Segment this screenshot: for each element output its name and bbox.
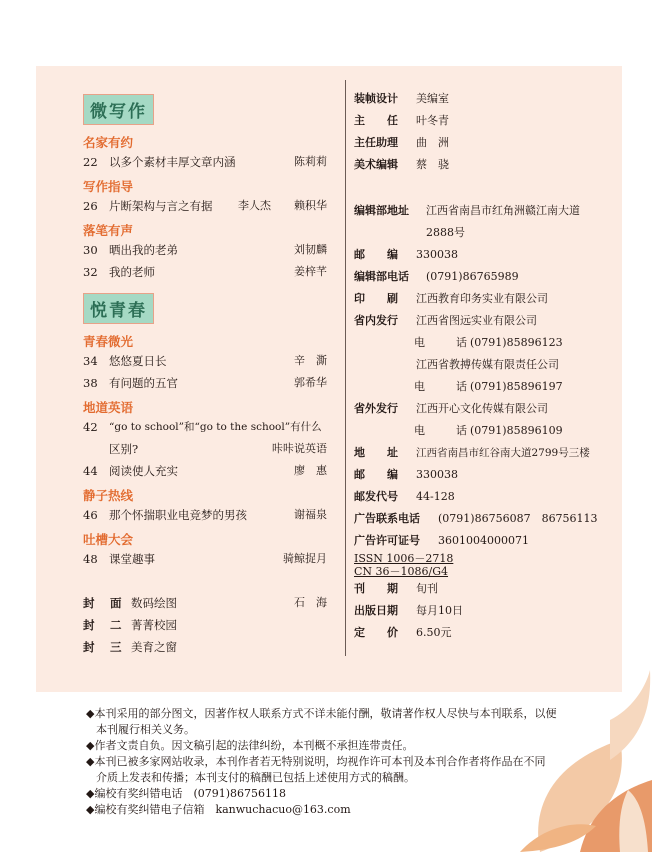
masthead-value: 6.50元	[416, 626, 452, 639]
cover-entry-front[interactable]	[83, 592, 327, 614]
author-name: 赖积华	[294, 199, 327, 212]
masthead-value: 江西省南昌市红角洲赣江南大道	[426, 204, 580, 217]
masthead-row	[354, 310, 612, 332]
page-number: 30	[83, 243, 98, 257]
toc-entry[interactable]	[83, 548, 327, 570]
toc-entry[interactable]	[83, 416, 327, 460]
masthead-value: 旬刊	[416, 582, 438, 595]
cn-number: CN 36－1086/G4	[354, 565, 449, 578]
cover-entry-inside-back[interactable]	[83, 636, 327, 658]
masthead-row	[354, 132, 612, 154]
masthead-label: 广告许可证号	[354, 534, 420, 547]
masthead-label: 省外发行	[354, 402, 398, 415]
masthead-row	[354, 200, 612, 222]
notice-line: ◆作者文责自负。因文稿引起的法律纠纷，本刊概不承担连带责任。	[86, 739, 414, 752]
column-heading: 名家有约	[83, 135, 134, 150]
masthead-label: 美术编辑	[354, 158, 398, 171]
masthead-row	[354, 266, 612, 288]
article-title: 以多个素材丰厚文章内涵	[109, 155, 236, 169]
author-name: 郭希华	[294, 376, 327, 389]
toc-entry[interactable]	[83, 195, 327, 217]
section-title-micro-writing: 微写作	[83, 94, 154, 125]
masthead-label: 编辑部地址	[354, 204, 409, 217]
notice-line: 本刊履行相关义务。	[96, 723, 195, 736]
masthead-value: 叶冬青	[416, 114, 449, 127]
phone-label: 电 话	[414, 336, 477, 349]
masthead-label: 出版日期	[354, 604, 398, 617]
masthead-label: 编辑部电话	[354, 270, 409, 283]
toc-entry[interactable]	[83, 239, 327, 261]
page-number: 44	[83, 464, 98, 478]
masthead-row	[354, 88, 612, 110]
article-title: 有问题的五官	[109, 376, 178, 390]
cover-title: 数码绘图	[131, 596, 177, 610]
masthead-value: 江西教育印务实业有限公司	[416, 292, 548, 305]
toc-entry[interactable]	[83, 372, 327, 394]
column-heading: 地道英语	[83, 400, 134, 415]
toc-entry[interactable]	[83, 460, 327, 482]
author-name: 刘韧麟	[294, 243, 327, 256]
notice-line: ◆编校有奖纠错电话 (0791)86756118	[86, 787, 287, 800]
column-heading: 落笔有声	[83, 223, 134, 238]
phone-label: 电 话	[414, 380, 477, 393]
cover-author: 石 海	[294, 596, 327, 609]
masthead-row	[354, 288, 612, 310]
column-heading: 吐槽大会	[83, 532, 134, 547]
masthead-value: 江西省南昌市红谷南大道2799号三楼	[416, 447, 590, 459]
author-name: 李人杰	[238, 199, 271, 212]
author-name: 咔咔说英语	[272, 442, 327, 455]
article-title-continued: 区别?	[109, 442, 139, 456]
column-heading: 静子热线	[83, 488, 134, 503]
masthead-label: 主 任	[354, 114, 398, 127]
masthead-row	[354, 622, 612, 644]
page-number: 22	[83, 155, 98, 169]
masthead-value: (0791)86765989	[426, 270, 519, 283]
masthead-value: 44-128	[416, 490, 455, 503]
masthead-right-column	[354, 88, 612, 644]
author-name: 陈莉莉	[294, 155, 327, 168]
cover-label: 封 二	[83, 618, 124, 632]
masthead-row	[354, 486, 612, 508]
masthead-row	[354, 154, 612, 176]
masthead-label: 印 刷	[354, 292, 398, 305]
page-number: 42	[83, 420, 98, 434]
toc-entry[interactable]	[83, 261, 327, 283]
author-name: 姜梓芊	[294, 265, 327, 278]
page-number: 26	[83, 199, 98, 213]
cover-label: 封 三	[83, 640, 124, 654]
phone-label: 电 话	[414, 424, 477, 437]
article-title: 片断架构与言之有据	[109, 199, 213, 213]
masthead-label: 刊 期	[354, 582, 398, 595]
page-number: 46	[83, 508, 98, 522]
article-title: 阅读使人充实	[109, 464, 178, 478]
masthead-label: 装帧设计	[354, 92, 398, 105]
masthead-label: 邮 编	[354, 248, 398, 261]
masthead-row	[354, 442, 612, 464]
cover-label: 封 面	[83, 596, 124, 610]
masthead-label: 定 价	[354, 626, 398, 639]
masthead-row	[354, 398, 612, 420]
masthead-value: 每月10日	[416, 604, 463, 617]
toc-entry[interactable]	[83, 350, 327, 372]
article-title: 悠悠夏日长	[109, 354, 167, 368]
notice-line: ◆编校有奖纠错电子信箱 kanwuchacuo@163.com	[86, 803, 351, 816]
page-number: 38	[83, 376, 98, 390]
masthead-value: 江西省教搏传媒有限责任公司	[416, 358, 559, 371]
masthead-row	[354, 110, 612, 132]
column-heading: 写作指导	[83, 179, 134, 194]
issn-block	[354, 552, 612, 578]
section-title-youth: 悦青春	[83, 293, 154, 324]
masthead-value: 2888号	[426, 226, 465, 239]
notice-line: 介质上发表和传播；本刊支付的稿酬已包括上述使用方式的稿酬。	[96, 771, 415, 784]
masthead-row	[354, 420, 612, 442]
masthead-row	[354, 600, 612, 622]
author-name: 廖 惠	[294, 464, 327, 477]
notice-block	[86, 706, 606, 818]
masthead-value: 330038	[416, 468, 458, 481]
phone-value: (0791)85896109	[470, 424, 563, 437]
masthead-label: 广告联系电话	[354, 512, 420, 525]
masthead-value: (0791)86756087 86756113	[438, 512, 598, 525]
masthead-value: 江西开心文化传媒有限公司	[416, 402, 548, 415]
article-title: 课堂趣事	[109, 552, 155, 566]
issn-number: ISSN 1006－2718	[354, 552, 454, 565]
cover-title: 菁菁校园	[131, 618, 177, 632]
column-heading: 青春微光	[83, 334, 134, 349]
phone-value: (0791)85896197	[470, 380, 563, 393]
masthead-row	[354, 332, 612, 354]
phone-value: (0791)85896123	[470, 336, 563, 349]
masthead-label: 省内发行	[354, 314, 398, 327]
cover-entry-inside-front[interactable]	[83, 614, 327, 636]
masthead-row	[354, 222, 612, 244]
author-name: 骑鲸捉月	[283, 552, 327, 565]
masthead-row	[354, 244, 612, 266]
masthead-row	[354, 464, 612, 486]
column-divider	[345, 80, 346, 656]
masthead-value: 江西省图远实业有限公司	[416, 314, 537, 327]
toc-entry[interactable]	[83, 151, 327, 173]
author-name: 辛 澌	[294, 354, 327, 367]
article-title: “go to school”和“go to the school”有什么	[109, 421, 322, 433]
masthead-label: 地 址	[354, 446, 398, 459]
masthead-label: 邮 编	[354, 468, 398, 481]
article-title: 那个怀揣职业电竞梦的男孩	[109, 508, 247, 522]
toc-entry[interactable]	[83, 504, 327, 526]
author-name: 谢福泉	[294, 508, 327, 521]
page-number: 48	[83, 552, 98, 566]
page-number: 32	[83, 265, 98, 279]
article-title: 晒出我的老弟	[109, 243, 178, 257]
masthead-row	[354, 530, 612, 552]
contents-left-column	[83, 94, 327, 658]
masthead-value: 330038	[416, 248, 458, 261]
cover-title: 美育之窗	[131, 640, 177, 654]
notice-line: ◆本刊已被多家网站收录，本刊作者若无特别说明，均视作许可本刊及本刊合作者将作品在不同	[86, 755, 546, 768]
masthead-label: 邮发代号	[354, 490, 398, 503]
masthead-value: 蔡 骁	[416, 158, 449, 171]
article-title: 我的老师	[109, 265, 155, 279]
masthead-value: 3601004000071	[438, 534, 529, 547]
masthead-row	[354, 578, 612, 600]
masthead-row	[354, 508, 612, 530]
masthead-row	[354, 376, 612, 398]
masthead-label: 主任助理	[354, 136, 398, 149]
notice-line: ◆本刊采用的部分图文，因著作权人联系方式不详未能付酬，敬请著作权人尽快与本刊联系，以便	[86, 707, 557, 720]
page-number: 34	[83, 354, 98, 368]
leaf-shape	[610, 670, 650, 760]
masthead-value: 美编室	[416, 92, 449, 105]
masthead-row	[354, 354, 612, 376]
masthead-value: 曲 洲	[416, 136, 449, 149]
